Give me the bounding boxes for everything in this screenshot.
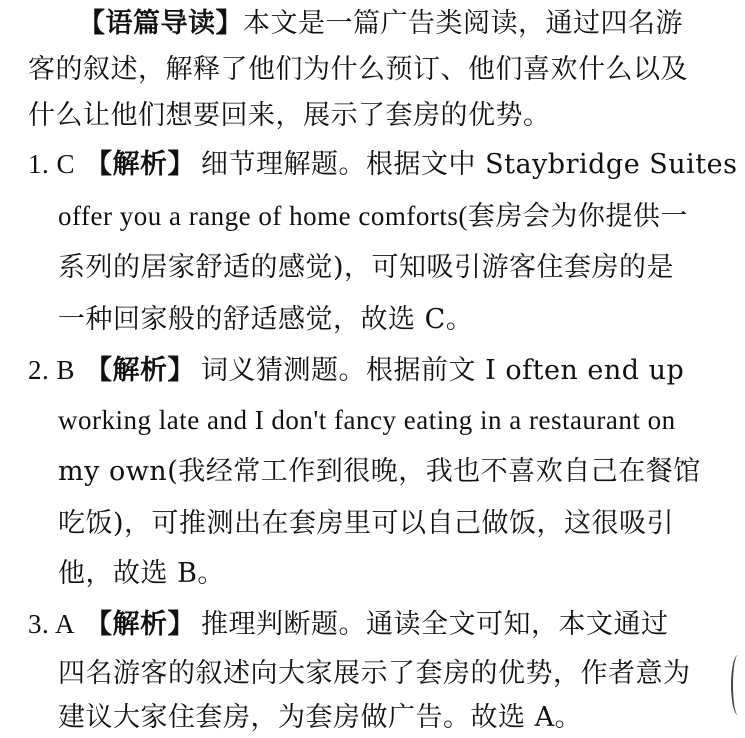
answer-2-line-5: 他，故选 B。 (58, 558, 225, 589)
intro-line-2: 客的叙述，解释了他们为什么预订、他们喜欢什么以及 (28, 54, 688, 85)
intro-line-3: 什么让他们想要回来，展示了套房的优势。 (28, 100, 551, 131)
answer-1-first-line (28, 144, 737, 185)
answer-2-first-line (28, 350, 684, 391)
answer-3-line-1: 推理判断题。通读全文可知，本文通过 (201, 609, 669, 640)
answer-3-number: 3. A (28, 609, 76, 639)
answer-2-line-1: 词义猜测题。根据前文 I often end up (201, 355, 685, 386)
scan-edge-mark (731, 655, 745, 715)
intro-text-1: 本文是一篇广告类阅读，通过四名游 (243, 8, 683, 39)
intro-line-1 (78, 4, 683, 44)
answer-1-line-4: 一种回家般的舒适感觉，故选 C。 (58, 304, 474, 335)
answer-2-tag: 【解析】 (85, 355, 196, 386)
answer-2-line-2: working late and I don't fancy eating in a restaurant on (58, 405, 676, 435)
answer-2-line-4: 吃饭)，可推测出在套房里可以自己做饭，这很吸引 (58, 508, 675, 539)
answer-3-line-3: 建议大家住套房，为套房做广告。故选 A。 (58, 702, 583, 733)
answer-1-line-3: 系列的居家舒适的感觉)，可知吸引游客住套房的是 (58, 252, 675, 283)
answer-3-line-2: 四名游客的叙述向大家展示了套房的优势，作者意为 (58, 658, 691, 689)
answer-1-line-1: 细节理解题。根据文中 Staybridge Suites (201, 149, 738, 180)
answer-3-tag: 【解析】 (85, 609, 196, 640)
answer-1-number: 1. C (28, 149, 76, 179)
answer-3-first-line (28, 604, 669, 645)
intro-heading: 【语篇导读】 (78, 8, 243, 39)
answer-1-tag: 【解析】 (85, 149, 196, 180)
answer-2-number: 2. B (28, 355, 76, 385)
answer-1-line-2: offer you a range of home comforts(套房会为你提供一 (58, 201, 688, 231)
answer-2-line-3: my own(我经常工作到很晚，我也不喜欢自己在餐馆 (58, 456, 701, 487)
